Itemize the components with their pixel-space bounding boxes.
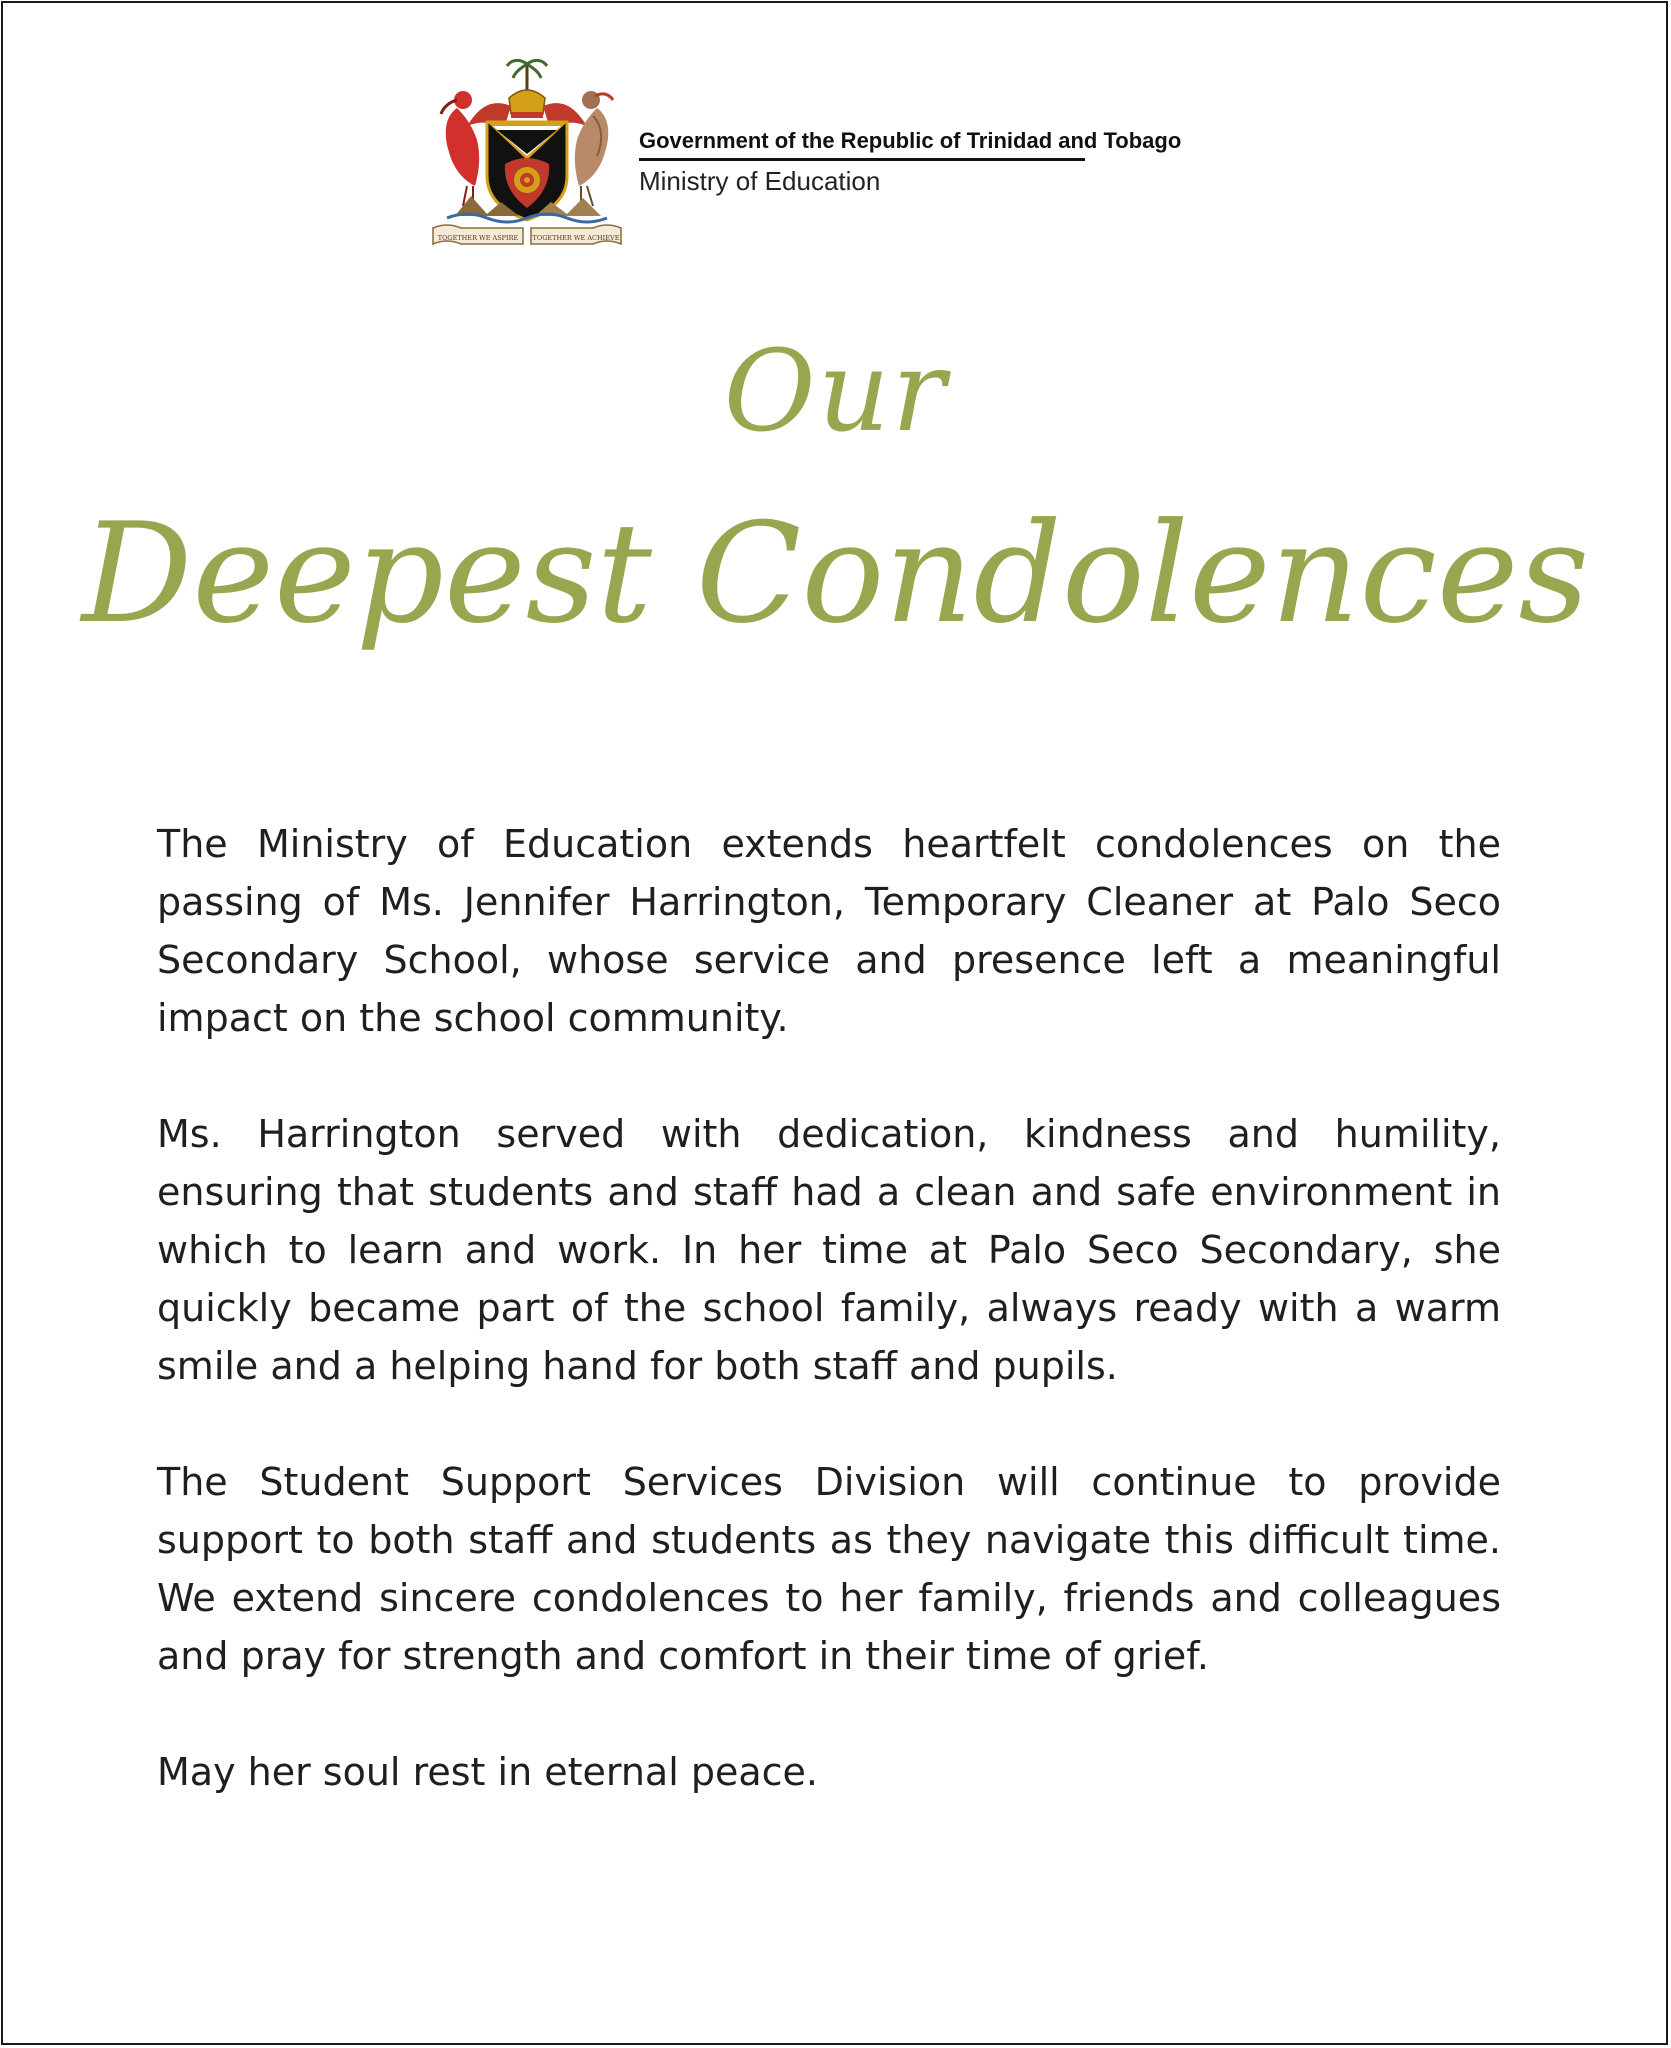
- heading-deepest-condolences: Deepest Condolences: [81, 493, 1590, 654]
- ministry-name: Ministry of Education: [639, 166, 881, 196]
- coat-of-arms-icon: [427, 56, 627, 252]
- paragraph-support: The Student Support Services Division will continue to provide support to both staff and students as they navigate this difficult time. We extend sincere condolences to her family, friends and colleagues and pray for strength and comfort in their time of grief.: [157, 1460, 1501, 1678]
- motto-left: TOGETHER WE ASPIRE: [437, 234, 519, 242]
- paragraph-intro: The Ministry of Education extends heartfelt condolences on the passing of Ms. Jennifer Harrington, Temporary Cleaner at Palo Seco Secondary School, whose service and presence left a meaningful impact on the school community.: [157, 822, 1501, 1040]
- heading-our: Our: [723, 327, 948, 457]
- government-block: [639, 128, 1182, 196]
- letterhead: [427, 56, 1267, 252]
- government-title: Government of the Republic of Trinidad and Tobago: [639, 130, 1085, 161]
- motto-right: TOGETHER WE ACHIEVE: [532, 234, 620, 242]
- paragraph-closing: May her soul rest in eternal peace.: [157, 1750, 818, 1794]
- paragraph-service: Ms. Harrington served with dedication, kindness and humility, ensuring that students and staff had a clean and safe environment in which to learn and work. In her time at Palo Seco Secondary, she quickly became part of the school family, always ready with a warm smile and a helping hand for both staff and pupils.: [157, 1112, 1501, 1388]
- condolence-message: [157, 815, 1501, 1801]
